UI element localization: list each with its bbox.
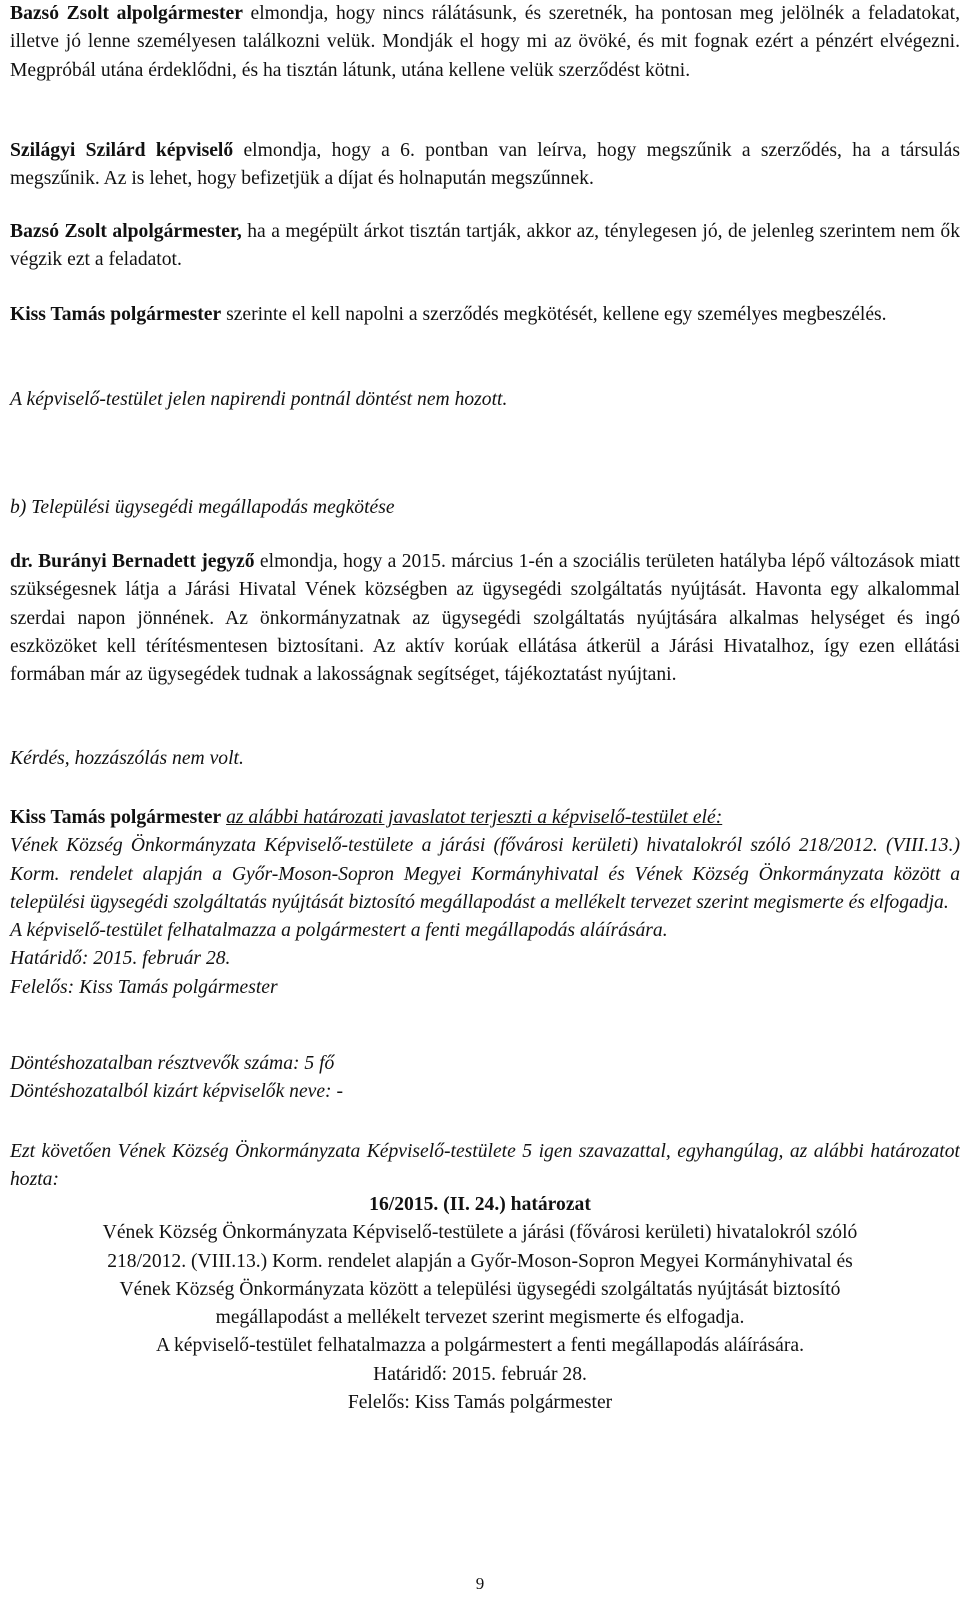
paragraph-bazso-1 — [10, 0, 960, 85]
paragraph-buranyi — [10, 548, 960, 689]
section-heading-b: b) Települési ügysegédi megállapodás megkötése — [10, 497, 395, 518]
resolution-title: 16/2015. (II. 24.) határozat — [369, 1194, 591, 1215]
resolution-line: Vének Község Önkormányzata között a települési ügysegédi szolgáltatás nyújtását biztosító — [119, 1278, 841, 1300]
paragraph-text: szerinte el kell napolni a szerződés megkötését, kellene egy személyes megbeszélés. — [221, 304, 887, 325]
speaker-name: Kiss Tamás polgármester — [10, 807, 222, 828]
proposal-authorization: A képviselő-testület felhatalmazza a polgármestert a fenti megállapodás aláírására. — [10, 920, 668, 942]
proposal-text: Vének Község Önkormányzata Képviselő-testülete a járási (fővárosi kerületi) hivatalokról szóló 218/2012. (VIII.13.) Korm. rendelet alapján a Győr-Moson-Sopron Megyei Kormányhivatal és Vének Község Önkormányzata között a települési ügysegédi szolgáltatás nyújtását biztosító megállapodást a mellékelt tervezet szerint megismerte és elfogadja. — [10, 835, 960, 913]
speaker-name: Kiss Tamás polgármester — [10, 304, 222, 325]
speaker-name: Bazsó Zsolt alpolgármester, — [10, 221, 242, 242]
resolution-line: 218/2012. (VIII.13.) Korm. rendelet alapján a Győr-Moson-Sopron Megyei Kormányhivatal és — [107, 1250, 853, 1272]
resolution-line: Felelős: Kiss Tamás polgármester — [347, 1392, 613, 1414]
paragraph-text: elmondja, hogy a 2015. március 1-én a szociális területen hatályba lépő változások miatt szükségesnek látja a Járási Hivatal Vének községben az ügysegédi szolgáltatás nyújtását. Havonta egy alkalommal szerdai napon jönnének. Az önkormányzatnak az ügysegédi szolgáltatás nyújtására alkalmas helységet és ingó eszközöket kell térítésmentesen biztosítani. Az aktív korúak ellátása átkerül a Járási Hivatalhoz, így ezen ellátási formában már az ügysegédek tudnak a lakosságnak segítséget, tájékoztatást nyújtani. — [10, 551, 960, 686]
paragraph-text: elmondja, hogy a 6. pontban van leírva, hogy megszűnik a szerződés, ha a társulás megszűnik. Az is lehet, hogy befizetjük a díjat és holnapután megszűnnek. — [10, 140, 960, 190]
paragraph-kiss-1 — [10, 301, 960, 329]
paragraph-text: ha a megépült árkot tisztán tartják, akkor az, ténylegesen jó, de jelenleg szerintem nem ők végzik ezt a feladatot. — [10, 221, 960, 271]
no-decision-note: A képviselő-testület jelen napirendi pontnál döntést nem hozott. — [10, 389, 508, 410]
paragraph-text: elmondja, hogy nincs rálátásunk, és szeretnék, ha pontosan meg jelölnék a feladatokat, illetve jó lenne személyesen találkozni velük. Mondják el hogy mi az övöké, és mit fognak ezért a pénzért elvégezni. Megpróbál utána érdeklődni, és ha tisztán látunk, utána kellene velük szerződést kötni. — [10, 3, 960, 81]
excluded-members: Döntéshozatalból kizárt képviselők neve: - — [10, 1081, 343, 1103]
vote-statement: Ezt követően Vének Község Önkormányzata Képviselő-testülete 5 igen szavazattal, egyhangúlag, az alábbi határozatot hozta: — [10, 1141, 960, 1191]
resolution-line: Vének Község Önkormányzata Képviselő-testülete a járási (fővárosi kerületi) hivatalokról szóló — [102, 1222, 858, 1244]
no-questions-note: Kérdés, hozzászólás nem volt. — [10, 748, 244, 769]
proposal-intro: az alábbi határozati javaslatot terjeszti a képviselő-testület elé: — [226, 807, 723, 828]
participants-count: Döntéshozatalban résztvevők száma: 5 fő — [10, 1053, 335, 1074]
paragraph-bazso-2 — [10, 218, 960, 275]
resolution-line: Határidő: 2015. február 28. — [373, 1363, 587, 1385]
participants-block — [10, 1050, 960, 1107]
resolution-line: A képviselő-testület felhatalmazza a polgármestert a fenti megállapodás aláírására. — [156, 1335, 804, 1357]
resolution-line: megállapodást a mellékelt tervezet szerint megismerte és elfogadja. — [215, 1307, 745, 1329]
speaker-name: Bazsó Zsolt alpolgármester — [10, 3, 243, 24]
speaker-name: Szilágyi Szilárd képviselő — [10, 140, 234, 161]
proposal-deadline: Határidő: 2015. február 28. — [10, 948, 231, 970]
paragraph-szilagyi — [10, 137, 960, 194]
speaker-name: dr. Burányi Bernadett jegyző — [10, 551, 255, 572]
resolution-block — [0, 1191, 960, 1417]
proposal-block — [10, 804, 960, 1002]
proposal-responsible: Felelős: Kiss Tamás polgármester — [10, 976, 278, 998]
page-number: 9 — [475, 1574, 485, 1593]
